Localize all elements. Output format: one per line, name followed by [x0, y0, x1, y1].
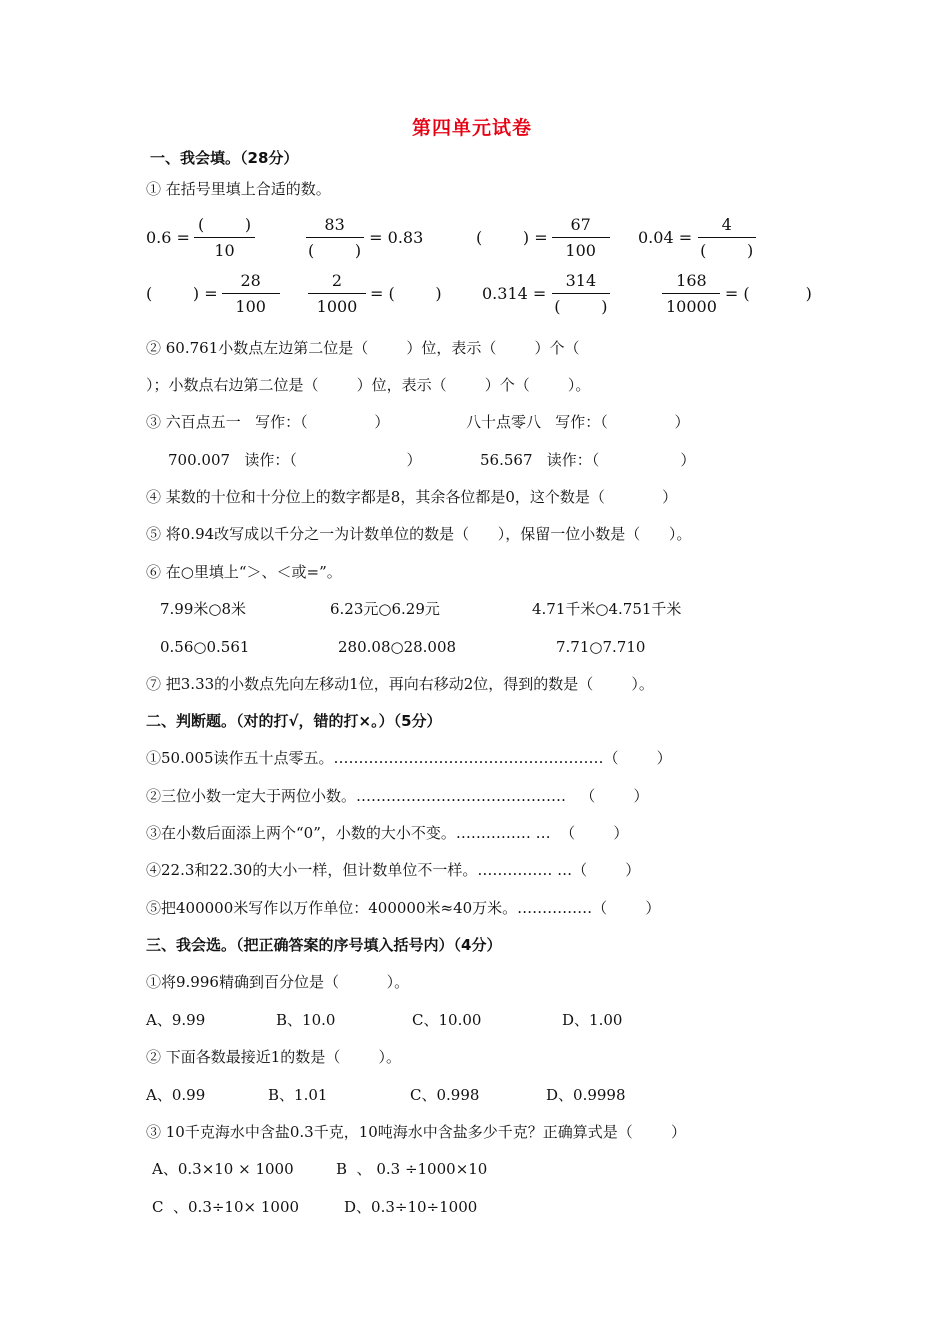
question-1-5: ⑤ 将0.94改写成以千分之一为计数单位的数是（ ），保留一位小数是（ ）。 — [146, 525, 692, 543]
fraction-denominator: 10 — [214, 241, 235, 260]
question-1-1: ① 在括号里填上合适的数。 — [146, 180, 331, 198]
compare-item: 4.71千米○4.751千米 — [532, 600, 682, 618]
section-1-heading: 一、我会填。（28分） — [150, 149, 299, 167]
page-title: 第四单元试卷 — [412, 117, 533, 139]
fraction-numerator: 4 — [698, 215, 756, 238]
fraction-denominator: 100 — [565, 241, 596, 260]
fraction-denominator: ( ) — [554, 297, 608, 316]
judge-item: ⑤把400000米写作以万作单位：400000米≈40万米。……………（ ） — [146, 899, 661, 917]
judge-item: ④22.3和22.30的大小一样，但计数单位不一样。…………… …（ ） — [146, 861, 641, 879]
compare-item: 7.99米○8米 — [160, 600, 247, 618]
choice-option: C 、0.3÷10× 1000 — [152, 1198, 300, 1216]
judge-item: ①50.005读作五十点零五。………………………………………………（ ） — [146, 749, 672, 767]
fraction-left: ( ) = — [146, 284, 218, 303]
fraction-right: = ( ) — [370, 284, 442, 303]
fraction-numerator: 2 — [308, 271, 366, 294]
section-2-heading: 二、判断题。（对的打√，错的打×。）（5分） — [146, 712, 442, 730]
question-1-7: ⑦ 把3.33的小数点先向左移动1位，再向右移动2位，得到的数是（ ）。 — [146, 675, 654, 693]
choice-option: D、1.00 — [562, 1011, 623, 1029]
fraction-item — [638, 215, 761, 260]
fraction-item — [658, 271, 812, 316]
fraction-denominator: 1000 — [316, 297, 358, 316]
compare-item: 280.08○28.008 — [338, 638, 457, 656]
question-1-6: ⑥ 在○里填上“＞、＜或=”。 — [146, 563, 342, 581]
fraction-numerator: ( ) — [194, 215, 255, 238]
choice-option: B、1.01 — [268, 1086, 328, 1104]
fraction-denominator: ( ) — [700, 241, 754, 260]
choice-option: D、0.3÷10÷1000 — [344, 1198, 478, 1216]
choice-option: B、10.0 — [276, 1011, 336, 1029]
compare-item: 6.23元○6.29元 — [330, 600, 440, 618]
fraction-left: ( ) = — [476, 228, 548, 247]
fraction-numerator: 314 — [552, 271, 610, 294]
fraction-denominator: 100 — [235, 297, 266, 316]
fraction-item — [304, 271, 442, 316]
fraction-left: 0.314 = — [482, 284, 547, 303]
fraction-left: 0.6 = — [146, 228, 190, 247]
fraction-denominator: 10000 — [666, 297, 717, 316]
section-3-heading: 三、我会选。（把正确答案的序号填入括号内）（4分） — [146, 936, 502, 954]
fraction-numerator: 168 — [662, 271, 720, 294]
fraction-item — [476, 215, 614, 260]
judge-item: ③在小数后面添上两个“0”，小数的大小不变。…………… … （ ） — [146, 824, 629, 842]
fraction-item — [146, 215, 259, 260]
fraction-item — [146, 271, 284, 316]
choice-option: A、0.99 — [146, 1086, 206, 1104]
fraction-item — [482, 271, 615, 316]
choice-option: D、0.9998 — [546, 1086, 626, 1104]
fraction-numerator: 28 — [222, 271, 280, 294]
choice-option: C、0.998 — [410, 1086, 480, 1104]
compare-item: 0.56○0.561 — [160, 638, 250, 656]
choice-question-3: ③ 10千克海水中含盐0.3千克，10吨海水中含盐多少千克？正确算式是（ ） — [146, 1123, 686, 1141]
choice-option: B 、 0.3 ÷1000×10 — [336, 1160, 488, 1178]
choice-option: A、9.99 — [146, 1011, 206, 1029]
choice-option: A、0.3×10 × 1000 — [152, 1160, 294, 1178]
question-1-4: ④ 某数的十位和十分位上的数字都是8，其余各位都是0，这个数是（ ） — [146, 488, 678, 506]
fraction-right: = 0.83 — [369, 228, 424, 247]
question-1-2-line1: ② 60.761小数点左边第二位是（ ）位，表示（ ）个（ — [146, 339, 580, 357]
fraction-numerator: 83 — [306, 215, 364, 238]
choice-option: C、10.00 — [412, 1011, 482, 1029]
fraction-right: = ( ) — [724, 284, 812, 303]
choice-question-1: ①将9.996精确到百分位是（ ）。 — [146, 973, 410, 991]
compare-item: 7.71○7.710 — [556, 638, 646, 656]
choice-question-2: ② 下面各数最接近1的数是（ ）。 — [146, 1048, 401, 1066]
question-1-3-d: 56.567 读作：（ ） — [480, 451, 696, 469]
question-1-3-b: 八十点零八 写作：（ ） — [466, 413, 690, 431]
question-1-3-c: 700.007 读作：（ ） — [168, 451, 422, 469]
fraction-left: 0.04 = — [638, 228, 693, 247]
judge-item: ②三位小数一定大于两位小数。…………………………………… （ ） — [146, 787, 649, 805]
fraction-item — [300, 215, 423, 260]
question-1-3-a: ③ 六百点五一 写作：（ ） — [146, 413, 390, 431]
question-1-2-line2: ）；小数点右边第二位是（ ）位，表示（ ）个（ ）。 — [146, 376, 591, 394]
fraction-denominator: ( ) — [308, 241, 362, 260]
fraction-numerator: 67 — [552, 215, 610, 238]
